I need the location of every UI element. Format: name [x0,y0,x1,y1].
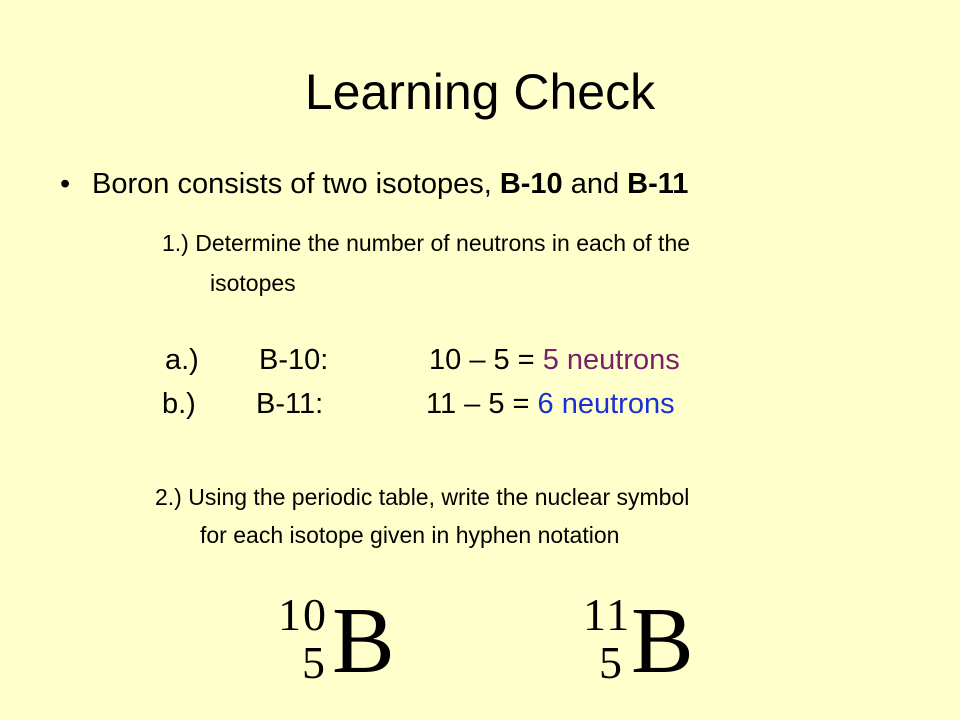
answer-a-label: a.) [165,344,199,376]
answer-a [165,340,680,380]
nuclear-symbol-b10 [270,589,410,693]
question-1-line-1: 1.) Determine the number of neutrons in each of the [162,230,691,256]
isotope-b11-label: B-11 [627,168,689,200]
answer-b [162,384,675,424]
question-1-line-2: isotopes [210,270,296,296]
nuclear-symbol-b11 [575,589,715,693]
element-symbol-b11: B [631,589,694,693]
mass-number-b10: 10 [278,589,328,640]
slide-title: Learning Check [304,64,656,120]
question-2-line-1: 2.) Using the periodic table, write the nuclear symbol [155,484,690,510]
question-2-line-2: for each isotope given in hyphen notation [200,522,620,548]
atomic-number-b10: 5 [302,637,325,688]
bullet-text: Boron consists of two isotopes, [92,168,500,200]
answer-b-result: 6 neutrons [537,388,675,420]
bullet-marker: • [60,168,71,200]
answer-b-label: b.) [162,388,196,420]
bullet-connector: and [562,168,628,200]
atomic-number-b11: 5 [599,637,622,688]
question-1 [162,228,902,298]
question-2 [155,482,915,550]
answer-a-equation: 10 – 5 = [429,344,543,376]
answer-b-isotope: B-11: [256,388,324,420]
answer-a-result: 5 neutrons [542,344,680,376]
isotope-b10-label: B-10 [499,168,563,200]
answer-b-equation: 11 – 5 = [426,388,538,420]
answer-a-isotope: B-10: [259,344,329,376]
bullet-isotopes [60,164,688,204]
element-symbol-b10: B [332,589,395,693]
mass-number-b11: 11 [583,589,632,640]
